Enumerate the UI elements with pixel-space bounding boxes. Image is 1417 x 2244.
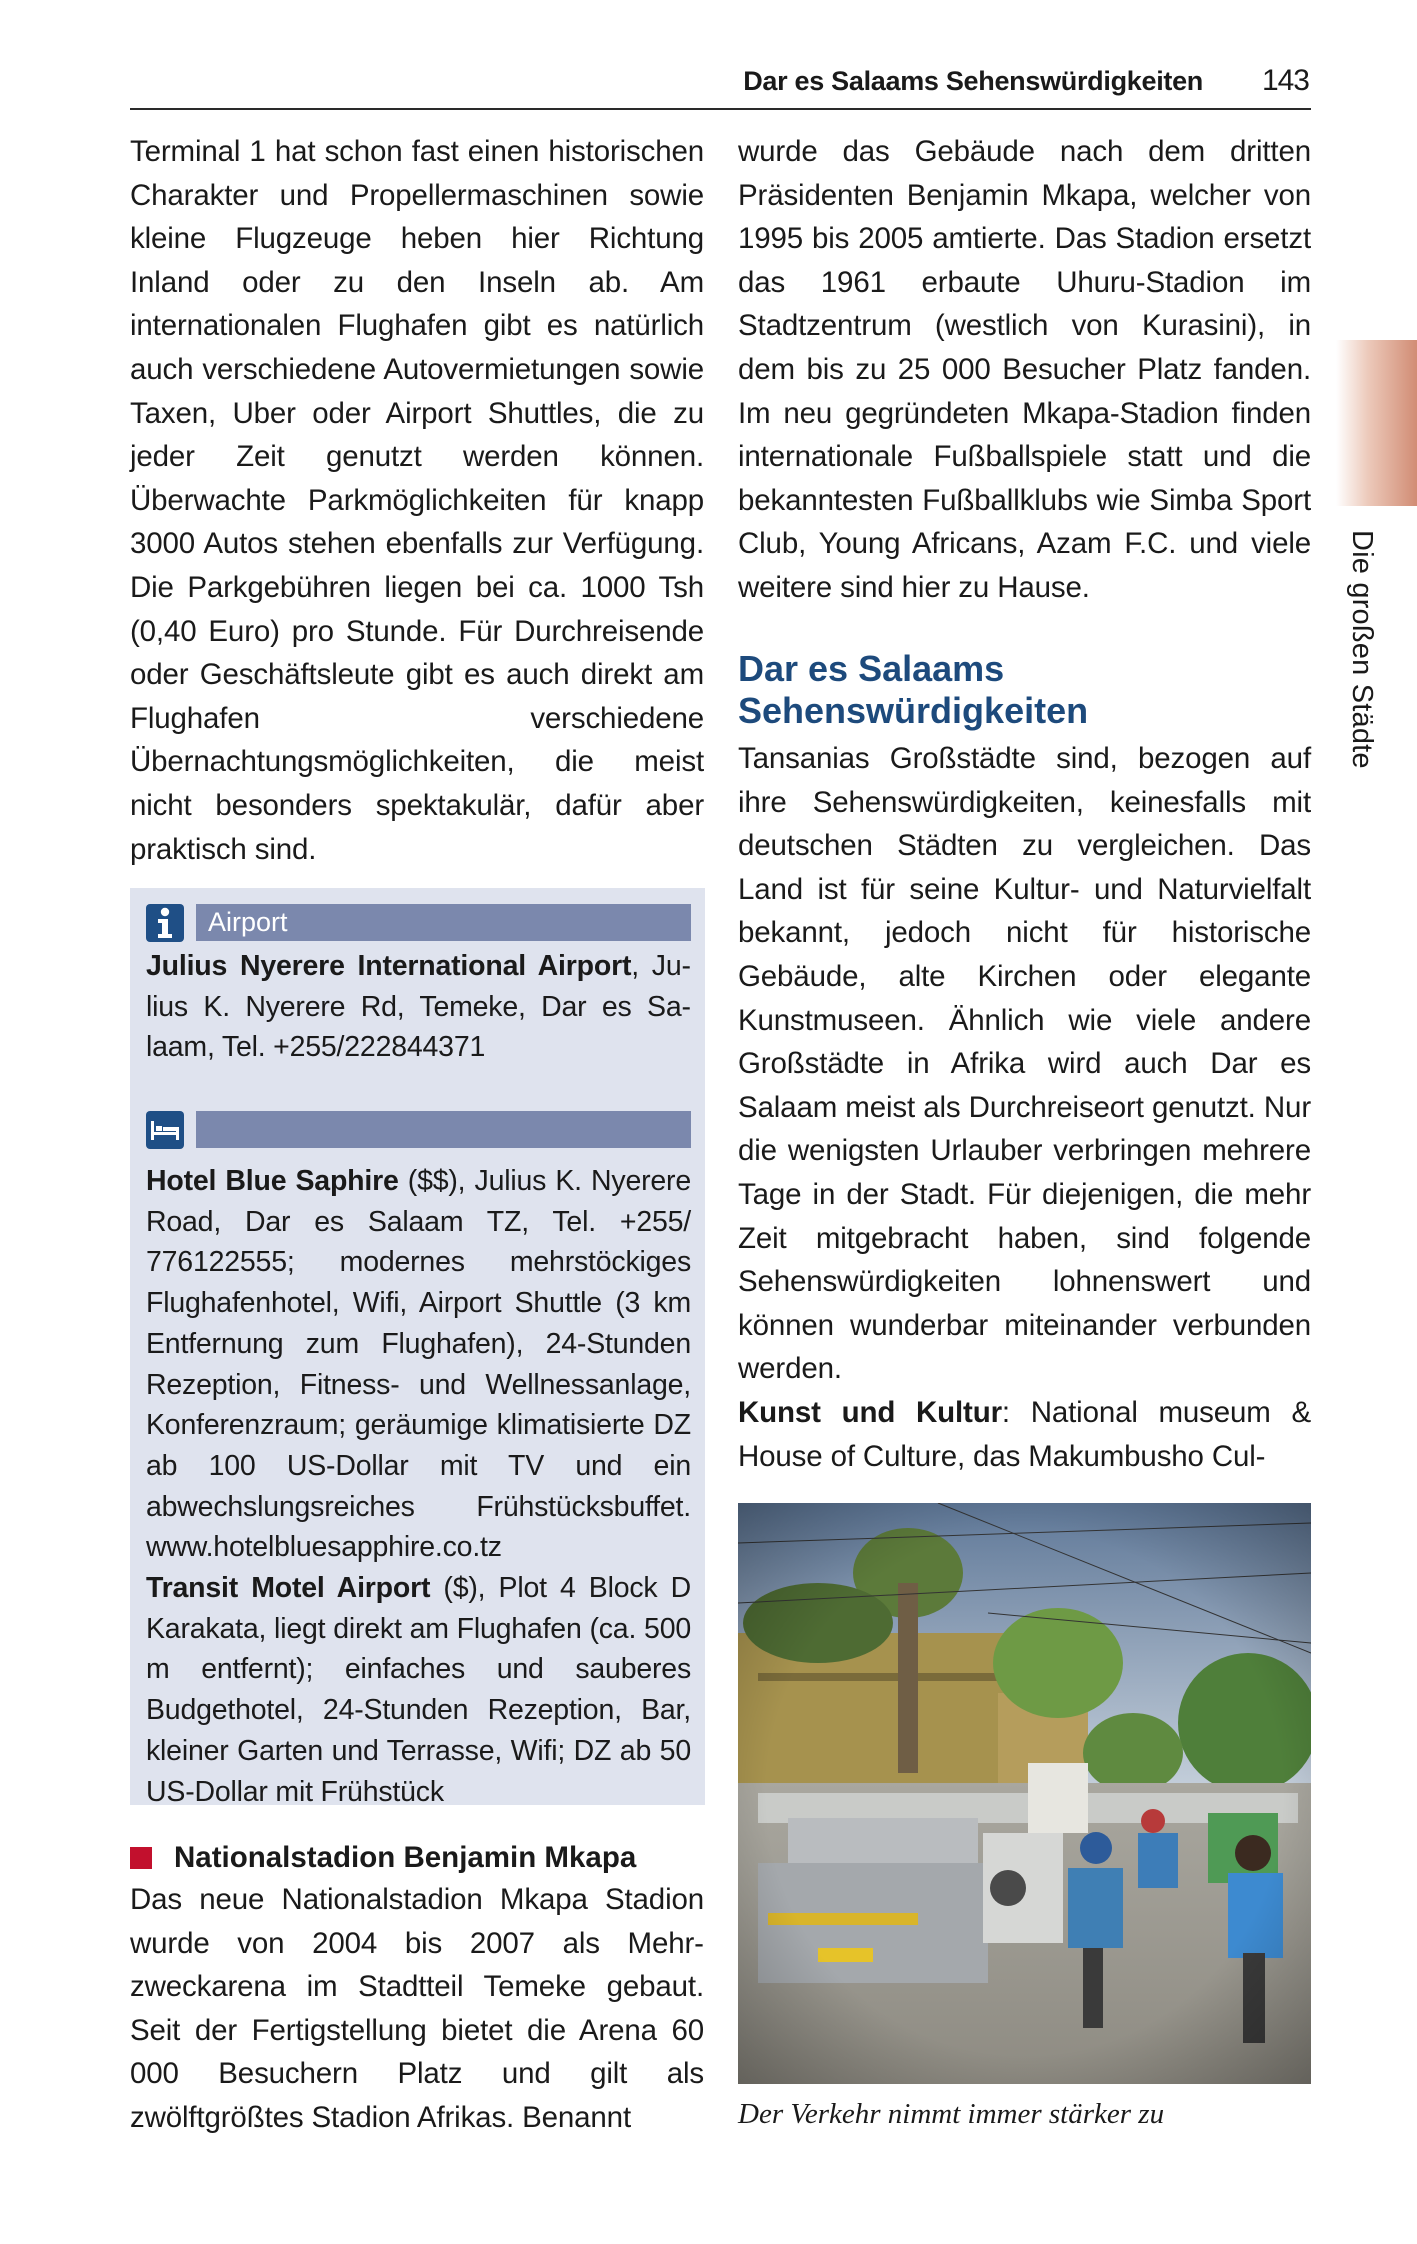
section-paragraph: Tansanias Großstädte sind, bezogen auf ihre Sehenswürdigkeiten, keinesfalls mit deutschen Städten zu vergleichen. Das Land ist für seine Kultur- und Naturvielfalt bekannt, jedoch nicht für historische Gebäude, alte Kirchen oder elegante Kunstmuseen. Ähnlich wie viele andere Großstädte in Afrika wird auch Dar es Salaam meist als Durchreiseort genutzt. Nur die wenigsten Urlauber verbringen mehrere Tage in der Stadt. Für diejenigen, die mehr Zeit mitgebracht haben, sind folgende Sehenswürdigkeiten lohnenswert und können wunderbar miteinander verbunden werden. xyxy=(738,742,1311,1386)
chapter-label: Die großen Städte xyxy=(1346,530,1378,769)
hotel-info-section xyxy=(146,1110,691,1812)
running-title: Dar es Salaams Sehenswürdigkeiten xyxy=(743,66,1203,96)
hotel-entry-name: Transit Motel Airport xyxy=(146,1572,431,1605)
hotel-entry-name: Hotel Blue Saphire xyxy=(146,1165,399,1197)
info-icon xyxy=(146,904,184,942)
airport-entry-name: Julius Nyerere International Airport xyxy=(146,950,632,982)
hotel-entry xyxy=(146,1568,691,1812)
page-number: 143 xyxy=(1261,64,1309,97)
section-heading xyxy=(738,648,1311,732)
art-culture-paragraph xyxy=(738,1391,1311,1478)
airport-entry-details: , Julius K. Nyerere Rd, Temeke, Dar es Salaam, Tel. +255/222844371 xyxy=(146,950,692,1064)
hotel-info-header xyxy=(146,1110,691,1149)
hotel-entry-details: ($), Plot 4 Block D Karakata, liegt direkt am Flughafen (ca. 500 m entfernt); einfaches und sauberes Budgethotel, 24-Stunden Rezeption, Bar, kleiner Garten und Terrasse, Wifi; DZ ab 50 US-Dollar mit Frühstück xyxy=(146,1572,691,1808)
art-culture-text: : National museum & House of Culture, das Makumbusho Cul- xyxy=(738,1395,1312,1473)
red-square-marker-icon xyxy=(130,1847,152,1869)
intro-paragraph: Terminal 1 hat schon fast einen historischen Charakter und Propellermaschinen sowie kleine Flugzeuge heben hier Richtung Inland oder zu den Inseln ab. Am internationalen Flughafen gibt es natürlich auch verschiedene Autovermietungen sowie Taxen, Uber oder Airport Shuttles, die zu jeder Zeit genutzt werden können. Überwachte Parkmöglichkeiten für knapp 3000 Autos stehen ebenfalls zur Verfügung. Die Parkgebühren liegen bei ca. 1000 Tsh (0,40 Euro) pro Stunde. Für Durchreisende oder Geschäftsleute gibt es auch direkt am Flughafen verschiedene Übernachtungsmöglichkeiten, die meist nicht besonders spektakulär, dafür aber praktisch sind. xyxy=(130,135,704,866)
stadium-paragraph: Das neue Nationalstadion Mkapa Stadion wurde von 2004 bis 2007 als Mehrzweckarena im Stadtteil Temeke gebaut. Seit der Fertigstellung bietet die Arena 60 000 Besuchern Platz und gilt als zwölftgrößtes Stadion Afrikas. Benannt xyxy=(130,1883,704,2134)
right-column xyxy=(738,130,1311,610)
stadium-heading xyxy=(130,1838,704,1878)
chapter-thumb-tab xyxy=(1336,340,1417,506)
section-heading-line1: Dar es Salaams xyxy=(738,648,1005,689)
photo-caption: Der Verkehr nimmt immer stärker zu xyxy=(738,2098,1165,2130)
stadium-heading-text: Nationalstadion Benjamin Mkapa xyxy=(174,1841,637,1874)
hotel-entry xyxy=(146,1161,691,1568)
section-heading-line2: Sehenswürdigkeiten xyxy=(738,690,1089,731)
airport-info-header xyxy=(146,903,691,942)
running-header xyxy=(130,62,1311,110)
street-traffic-photo xyxy=(738,1503,1311,2084)
art-culture-label: Kunst und Kultur xyxy=(738,1395,1002,1429)
airport-label: Airport xyxy=(196,904,691,941)
stadium-paragraph-container xyxy=(130,1878,704,2140)
left-column xyxy=(130,130,704,871)
hotel-label xyxy=(196,1111,691,1148)
hotel-entry-details: ($$), Julius K. Nyerere Road, Dar es Salaam TZ, Tel. +255/ 776122555; modernes mehrstöckiges Flughafenhotel, Wifi, Airport Shuttle (3 km Entfernung zum Flughafen), 24-Stunden Rezeption, Fitness- und Wellnessanlage, Konferenzraum; geräumige klimatisierte DZ ab 100 US-Dollar mit TV und ein abwechslungsreiches Frühstücksbuffet. www.hotelbluesapphire.co.tz xyxy=(146,1165,691,1564)
airport-info-section xyxy=(146,903,691,1068)
bed-icon xyxy=(146,1111,184,1149)
airport-entry xyxy=(146,946,691,1068)
continued-paragraph: wurde das Gebäude nach dem dritten Präsidenten Benjamin Mkapa, welcher von 1995 bis 2005 amtierte. Das Stadion ersetzt das 1961 erbaute Uhuru-Stadion im Stadtzentrum (westlich von Kurasini), in dem bis zu 25 000 Besucher Platz fanden. Im neu gegründeten Mkapa-Stadion finden internationale Fußballspiele statt und die bekanntesten Fußballklubs wie Simba Sport Club, Young Africans, Azam F.C. und viele weitere sind hier zu Hause. xyxy=(738,135,1311,604)
info-box xyxy=(130,888,705,1808)
section-body xyxy=(738,737,1311,1478)
